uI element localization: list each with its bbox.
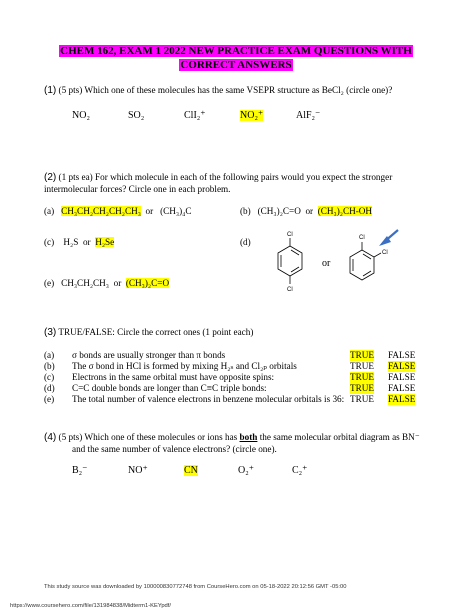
part-label: (c) (44, 237, 55, 247)
question-text: (5 pts) Which one of these molecules has the same VSEPR structure as BeCl₂ (circle one)? (58, 85, 393, 95)
source-url[interactable]: https://www.coursehero.com/file/131984838/Midterm1-KEYpdf/ (10, 603, 171, 609)
question-text-line-1: (1 pts ea) For which molecule in each of the following pairs would you expect the stronger (58, 172, 393, 182)
q1-answer: NO₂⁺ (240, 110, 264, 121)
tf-true-selected: TRUE (350, 350, 374, 360)
question-text: TRUE/FALSE: Circle the correct ones (1 point each) (58, 327, 254, 337)
tf-false: FALSE (388, 383, 416, 393)
answer-arrow-icon (379, 230, 398, 246)
para-dichlorobenzene (278, 238, 302, 284)
q2e-option: CH₃CH₂CH₃ (61, 278, 109, 288)
tf-true: TRUE (350, 361, 374, 371)
question-3 (44, 327, 253, 338)
question-text-line-2: and the same number of valence electrons? (circle one). (72, 444, 277, 454)
q1-option: SO₂ (128, 110, 145, 121)
tf-row-label: (d) (44, 383, 55, 393)
chlorine-label: Cl (359, 235, 365, 241)
tf-row-label: (c) (44, 372, 55, 382)
q4-option: C₂⁺ (292, 465, 308, 476)
q2-part-e (44, 278, 169, 289)
q2-part-d-label: (d) (240, 237, 251, 247)
question-1 (44, 85, 392, 96)
tf-true-selected: TRUE (350, 372, 374, 382)
question-number: (2) (44, 172, 57, 183)
q1-option: ClI₂⁺ (184, 110, 206, 121)
q2-part-a (44, 206, 192, 217)
tf-row-label: (e) (44, 394, 55, 404)
chlorine-label: Cl (382, 250, 388, 256)
question-2 (44, 172, 392, 183)
q2b-answer: (CH₃)₂CH-OH (317, 206, 373, 216)
document-title (44, 44, 428, 72)
question-number: (3) (44, 327, 57, 338)
q2-part-b (240, 206, 372, 217)
q2-part-c (44, 237, 114, 248)
question-text-line-2: intermolecular forces? Circle one in each problem. (44, 184, 231, 194)
q1-option: NO₂ (72, 110, 90, 121)
tf-row-text: σ bonds are usually stronger than π bonds (72, 350, 226, 360)
or-text: or (322, 258, 331, 269)
question-text-emphasis: both (239, 432, 258, 442)
chlorine-label: Cl (287, 287, 293, 293)
tf-false-selected: FALSE (388, 394, 416, 404)
or-text: or (113, 278, 122, 288)
q2a-option: (CH₃)₄C (160, 206, 192, 216)
q1-option: AlF₂⁻ (296, 110, 321, 121)
tf-false: FALSE (388, 350, 416, 360)
question-number: (4) (44, 432, 57, 443)
q4-answer: CN (184, 465, 198, 476)
tf-false: FALSE (388, 372, 416, 382)
question-text-pre: (5 pts) Which one of these molecules or ions has (58, 432, 240, 442)
tf-true: TRUE (350, 394, 374, 404)
tf-row-label: (a) (44, 350, 55, 360)
q2c-answer: H₂Se (95, 237, 115, 247)
tf-true-selected: TRUE (350, 383, 374, 393)
q4-option: B₂⁻ (72, 465, 88, 476)
title-line-1: CHEM 162, EXAM 1 2022 NEW PRACTICE EXAM QUESTIONS WITH (60, 45, 412, 57)
or-text: or (145, 206, 154, 216)
q2b-option: (CH₃)₂C=O (257, 206, 301, 216)
tf-row-text: The σ bond in HCl is formed by mixing H₂ₛ and Cl₂ₚ orbitals (72, 361, 297, 371)
q2d-structures (262, 224, 442, 300)
q2e-answer: (CH₃)₂C=O (125, 278, 170, 288)
chlorine-label: Cl (287, 232, 293, 238)
ortho-dichlorobenzene (350, 242, 381, 280)
tf-row-text: The total number of valence electrons in benzene molecular orbitals is 36: (72, 394, 345, 404)
tf-row-text: C=C double bonds are longer than C≡C triple bonds: (72, 383, 267, 393)
q4-option: O₂⁺ (238, 465, 254, 476)
tf-row-label: (b) (44, 361, 55, 371)
question-number: (1) (44, 85, 57, 96)
question-text-post: the same molecular orbital diagram as BN⁻ (257, 432, 420, 442)
q4-option: NO⁺ (128, 465, 148, 476)
tf-row-text: Electrons in the same orbital must have opposite spins: (72, 372, 275, 382)
question-4 (44, 432, 420, 443)
q2a-answer: CH₃CH₂CH₂CH₂CH₃ (61, 206, 141, 216)
or-text: or (82, 237, 91, 247)
q2c-option: H₂S (63, 237, 79, 247)
title-line-2: CORRECT ANSWERS (180, 59, 292, 71)
or-text: or (305, 206, 314, 216)
part-label: (a) (44, 206, 55, 216)
download-notice: This study source was downloaded by 100000830772748 from CourseHero.com on 05-18-2022 20:12:56 GMT -05:00 (44, 584, 347, 590)
part-label: (b) (240, 206, 251, 216)
tf-false-selected: FALSE (388, 361, 416, 371)
part-label: (e) (44, 278, 55, 288)
